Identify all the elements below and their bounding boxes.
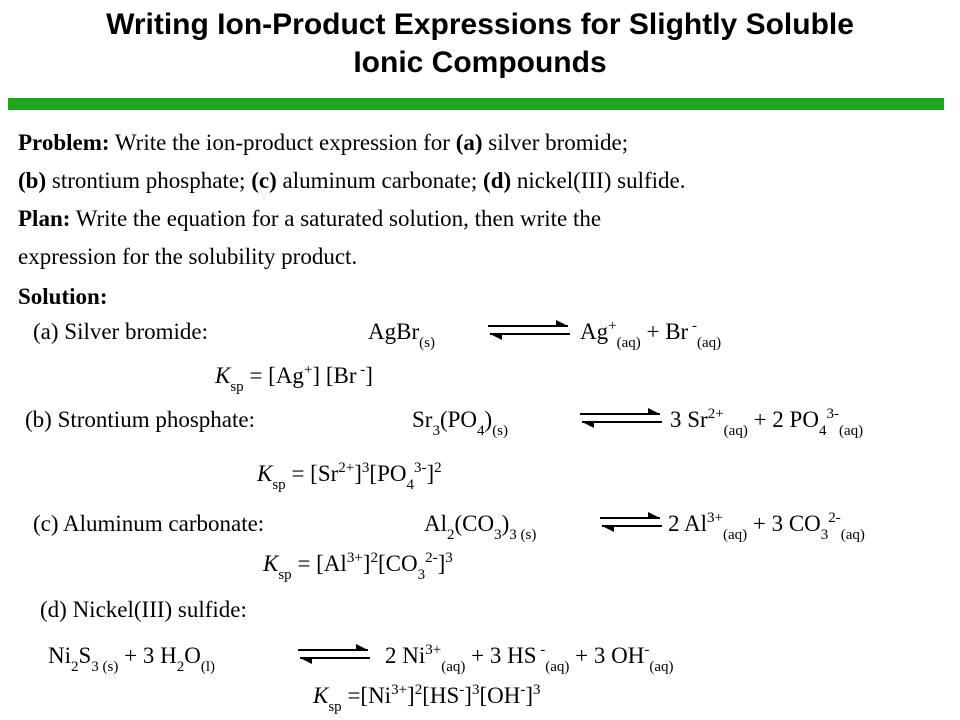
equilibrium-arrow-icon xyxy=(598,510,664,534)
title-underline xyxy=(8,98,944,110)
problem-line-1: Problem: Write the ion-product expression for (a) silver bromide; xyxy=(18,130,629,155)
part-a-label: (a) Silver bromide: xyxy=(33,319,209,344)
part-d-products: 2 $Ni^{3+}_{(aq)} + 3$ HS -$_{(aq)}$ + 3 $OH^-_{(aq)}$ xyxy=(385,642,674,675)
part-b-ksp: $K_{sp} = [Sr^{2+}]^3[PO_4^{3-}]^2$ xyxy=(257,460,442,493)
problem-label: Problem: xyxy=(18,130,110,155)
solution-label: Solution: xyxy=(18,284,108,309)
part-a-ksp: $K_{sp} = [Ag^+]$ [Br -] xyxy=(215,362,373,395)
part-b-label: (b) Strontium phosphate: xyxy=(25,407,255,432)
problem-line-2: (b) strontium phosphate; (c) aluminum carbonate; (d) nickel(III) sulfide. xyxy=(18,168,686,193)
part-d-ksp: $K_{sp} =[Ni^{3+}]^2[HS^-]^3[OH^-]^3$ xyxy=(313,682,541,715)
equilibrium-arrow-icon xyxy=(578,406,664,430)
part-a-products: $Ag^+_{(aq)} + Br$ -$_{(aq)}$ xyxy=(580,318,722,351)
slide-title xyxy=(0,6,960,82)
part-b-products: 3 $Sr^{2+}_{(aq)} + 2$ $PO_4^{3-}_{(aq)}$ xyxy=(670,406,864,439)
part-c-label: (c) Aluminum carbonate: xyxy=(33,511,265,536)
equilibrium-arrow-icon xyxy=(486,318,572,342)
plan-line-1: Plan: Write the equation for a saturated solution, then write the xyxy=(18,206,602,231)
plan-line-2: expression for the solubility product. xyxy=(18,244,358,269)
part-a-reactant: AgBr$_{(s)}$ xyxy=(368,319,435,351)
part-d-reactants: $Ni_2S_{3 (s)} + 3$ $H_2O_{(l)}$ xyxy=(48,643,216,675)
equilibrium-arrow-icon xyxy=(296,642,372,666)
part-c-reactant: $Al_2(CO_3)_{3 (s)}$ xyxy=(424,511,537,543)
plan-label: Plan: xyxy=(18,206,71,231)
part-b-reactant: $Sr_3(PO_4)_{(s)}$ xyxy=(412,407,509,439)
part-d-label: (d) Nickel(III) sulfide: xyxy=(40,597,247,622)
part-c-products: 2 $Al^{3+}_{(aq)} + 3$ $CO_3^{2-}_{(aq)}$ xyxy=(668,510,865,543)
part-c-ksp: $K_{sp} = [Al^{3+}]^2[CO_3^{2-}]^3$ xyxy=(263,550,453,583)
title-line-2: Ionic Compounds xyxy=(353,46,607,79)
title-line-1: Writing Ion-Product Expressions for Slightly Soluble xyxy=(106,8,854,41)
